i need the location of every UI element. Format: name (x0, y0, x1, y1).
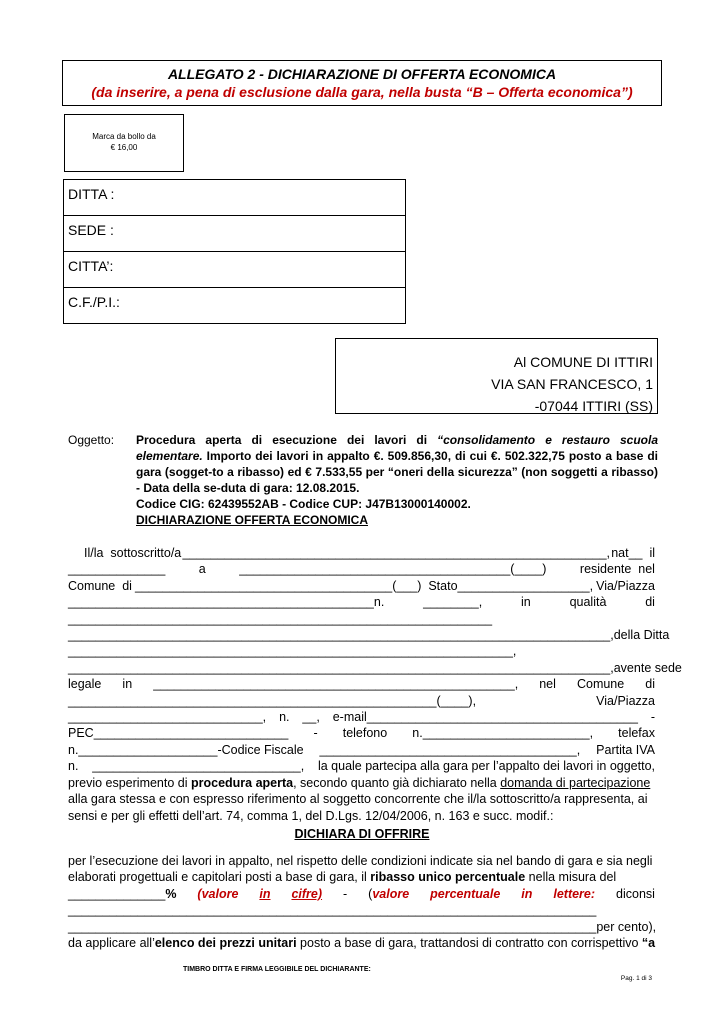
form-blank[interactable]: ______________________________, (92, 759, 305, 774)
offer-hint: lettere: (553, 886, 596, 901)
form-blank[interactable]: e-mail_______________________________________ (332, 710, 638, 725)
form-blank[interactable]: _____________________________________________________________, (182, 546, 611, 560)
form-text: della Ditta (613, 628, 670, 643)
subject-text: Procedura aperta di esecuzione dei lavori di (136, 433, 438, 447)
form-text: legale (68, 677, 102, 692)
signature-label: TIMBRO DITTA E FIRMA LEGGIBILE DEL DICHIARANTE: (183, 966, 371, 973)
form-text: procedura aperta (190, 775, 294, 790)
subject-label: Oggetto: (68, 433, 115, 447)
form-text: avente sede (613, 660, 682, 675)
recipient-line: Al COMUNE DI ITTIRI (513, 354, 653, 370)
offer-text: posto a base di gara, trattandosi di contratto con corrispettivo (296, 936, 642, 951)
offer-text: diconsi (616, 886, 655, 901)
offer-section (68, 853, 655, 951)
company-name-field[interactable] (64, 180, 405, 216)
form-text: la quale partecipa alla gara per l’appalto dei lavori in oggetto, (317, 759, 655, 774)
form-blank[interactable]: ______________ (68, 562, 166, 577)
company-seat-field[interactable] (64, 216, 405, 252)
form-blank[interactable]: n.________________________, (412, 726, 594, 741)
form-text: nat__ il (611, 546, 655, 560)
form-text: in (521, 595, 531, 610)
form-text: , secondo quanto già dichiarato nella (293, 775, 501, 790)
subject-codes: Codice CIG: 62439552AB - Codice CUP: J47B13000140002. (136, 497, 471, 511)
form-blank[interactable]: ________________________________________________________________, (68, 644, 517, 659)
stamp-label: Marca da bollo da (92, 132, 156, 141)
offer-text: elaborati progettuali e capitolari posti a base di gara, il (68, 870, 371, 885)
title-box (62, 60, 662, 106)
form-blank[interactable]: _____________________________________________________________ (68, 611, 493, 626)
form-text: n. (279, 710, 290, 725)
subject-amounts: Importo dei lavori in appalto €. 509.856,30, di cui €. 502.322,75 posto a base di gara (sogget-to a ribasso) ed € 7.533,55 per “oneri della sicurezza” (non soggetti a ribasso) - Data della se-duta di gara: 12.08.2015. (136, 449, 658, 495)
form-blank[interactable]: ____________________________________________n. (68, 595, 385, 610)
form-text: telefax (618, 726, 655, 741)
offer-text: elenco dei prezzi unitari (154, 936, 297, 951)
company-tax-id-field[interactable] (64, 288, 405, 324)
form-blank[interactable]: ____________________________, (68, 710, 267, 725)
form-blank[interactable]: ______________________________________________________________________________, (68, 660, 614, 675)
offer-hint: in (521, 886, 533, 901)
offer-text: per l’esecuzione dei lavori in appalto, nel rispetto delle condizioni indicate sia nel bando di gara e sia negli (68, 854, 653, 868)
form-text: nel (539, 677, 556, 692)
offer-hint: (valore (197, 886, 239, 901)
percent-words-blank[interactable]: ____________________________________________________________________________ (68, 903, 597, 918)
form-text: in (122, 677, 133, 692)
subject-project: “consolidamento e restauro scuola elementare. (136, 433, 658, 463)
form-text: - (313, 726, 318, 741)
form-text: di (645, 677, 655, 692)
subject-content (136, 432, 658, 528)
offer-text: % (165, 886, 177, 901)
revenue-stamp-box (64, 114, 184, 172)
offer-hint: cifre) (291, 886, 323, 901)
percent-blank[interactable]: ______________ (68, 886, 166, 901)
percent-words-blank[interactable]: ____________________________________________________________________________ (68, 919, 597, 934)
form-blank[interactable]: ________, (423, 595, 483, 610)
form-text: Il/la sottoscritto/a (84, 546, 182, 560)
form-text: di (645, 595, 655, 610)
form-text: Via/Piazza (596, 578, 655, 593)
offer-text: nella misura del (525, 870, 617, 885)
recipient-line: VIA SAN FRANCESCO, 1 (491, 376, 653, 392)
offer-heading: DICHIARA DI OFFRIRE (294, 827, 430, 841)
offer-text: da applicare all’ (68, 936, 155, 951)
subject-declaration: DICHIARAZIONE OFFERTA ECONOMICA (136, 513, 368, 527)
declarant-form (68, 545, 682, 824)
form-text: alla gara stessa e con espresso riferimento al soggetto concorrente che il/la sottoscritto/a rappresenta, ai (68, 792, 648, 807)
form-text: Via/Piazza (596, 693, 655, 708)
form-blank[interactable]: _____________________________________, (319, 742, 581, 757)
subject-section (68, 432, 658, 528)
form-blank[interactable]: ______________________________________________________________________________, (68, 628, 614, 643)
form-text: Comune di (68, 578, 132, 593)
company-info-table (63, 179, 406, 324)
field-label: DITTA : (68, 186, 115, 202)
stamp-amount: € 16,00 (110, 143, 138, 152)
offer-text: - (343, 886, 348, 901)
document-title: ALLEGATO 2 - DICHIARAZIONE DI OFFERTA ECONOMICA (167, 66, 557, 82)
form-blank[interactable]: n.____________________-Codice Fiscale (68, 742, 304, 757)
form-text: previo esperimento di (68, 775, 191, 790)
field-label: CITTA’: (68, 258, 114, 274)
form-blank[interactable]: __, (302, 710, 320, 725)
form-text: telefono (342, 726, 388, 741)
offer-hint: in (259, 886, 271, 901)
form-text: a (198, 562, 206, 577)
form-text: residente nel (579, 562, 655, 577)
company-city-field[interactable] (64, 252, 405, 288)
form-blank[interactable]: _______________________________________(____) (239, 562, 547, 577)
form-blank[interactable]: ____________________________________________________, (153, 677, 519, 692)
page-number: Pag. 1 di 3 (620, 975, 652, 982)
form-text: Comune (576, 677, 625, 692)
recipient-line: -07044 ITTIRI (SS) (534, 398, 653, 414)
offer-text: ribasso unico percentuale (370, 870, 526, 885)
form-text: domanda di partecipazione (500, 775, 651, 790)
offer-text: ( (368, 886, 373, 901)
recipient-address-box (335, 338, 658, 414)
form-text: qualità (569, 595, 607, 610)
form-text: Partita IVA (596, 742, 655, 757)
form-blank[interactable]: _____________________________________________________(____), (68, 693, 477, 708)
field-label: C.F./P.I.: (68, 294, 120, 310)
form-text: sensi e per gli effetti dell’art. 74, comma 1, del D.Lgs. 12/04/2006, n. 163 e succ. modif.: (68, 808, 554, 823)
offer-text: per cento), (596, 919, 657, 934)
offer-hint: percentuale (430, 886, 501, 901)
form-text: - (650, 710, 655, 725)
form-blank[interactable]: _____________________________________(___) Stato___________________, (135, 578, 594, 593)
form-text: n. (68, 759, 79, 774)
field-label: SEDE : (68, 222, 114, 238)
offer-text: “a (641, 936, 656, 951)
document-subtitle: (da inserire, a pena di esclusione dalla gara, nella busta “B – Offerta economica”) (91, 84, 633, 100)
offer-hint: valore (372, 886, 410, 901)
form-blank[interactable]: PEC____________________________ (68, 726, 289, 741)
